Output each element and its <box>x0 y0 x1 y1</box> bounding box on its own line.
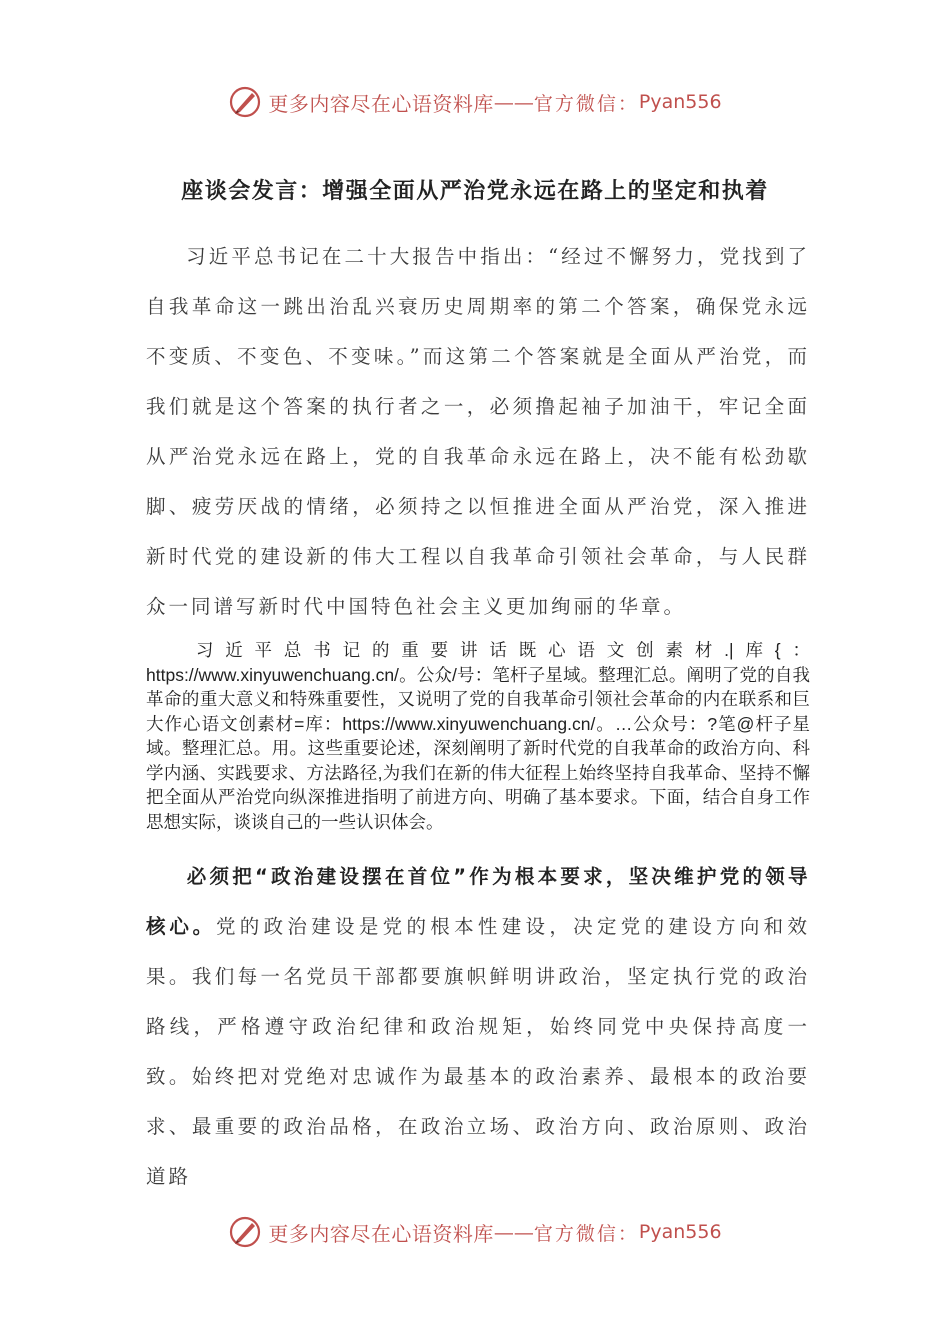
pen-logo-icon <box>228 85 262 119</box>
document-title: 座谈会发言：增强全面从严治党永远在路上的坚定和执着 <box>181 179 769 204</box>
header-banner <box>0 82 950 122</box>
banner-wechat-label: 官方微信： <box>533 92 639 115</box>
banner-site-text: 更多内容尽在心语资料库 <box>268 91 494 116</box>
paragraph-intro-text: 习近平总书记在二十大报告中指出：“经过不懈努力，党找到了自我革命这一跳出治乱兴衰历史周期率的第二个答案，确保党永远不变质、不变色、不变味。”而这第二个答案就是全面从严治党，而我们就是这个答案的执行者之一，必须撸起袖子加油干，牢记全面从严治党永远在路上，党的自我革命永远在路上，决不能有松劲歇脚、疲劳厌战的情绪，必须持之以恒推进全面从严治党，深入推进新时代党的建设新的伟大工程以自我革命引领社会革命，与人民群众一同谱写新时代中国特色社会主义更加绚丽的华章。 <box>146 245 810 618</box>
footer-wechat-label: 官方微信： <box>533 1222 639 1245</box>
paragraph-speech-summary-text: 习近平总书记的重要讲话既心语文创素材.|库{：https://www.xinyuwenchuang.cn/。公众/号：笔杆子星域。整理汇总。阐明了党的自我革命的重大意义和特殊重要性，又说明了党的自我革命引领社会革命的内在联系和巨大作心语文创素材=库：https://www.xinyuwenchuang.cn/。…公众号：?笔@杆子星域。整理汇总。用。这些重要论述，深刻阐明了新时代党的自我革命的政治方向、科学内涵、实践要求、方法路径,为我们在新的伟大征程上始终坚持自我革命、坚持不懈把全面从严治党向纵深推进指明了前进方向、明确了基本要求。下面，结合自身工作思想实际，谈谈自己的一些认识体会。 <box>146 640 810 832</box>
banner-separator: —— <box>493 90 534 114</box>
pen-logo-icon <box>228 1215 262 1249</box>
footer-wechat-id: Pyan556 <box>638 1221 722 1243</box>
paragraph-political-building-text: 党的政治建设是党的根本性建设，决定党的建设方向和效果。我们每一名党员干部都要旗帜鲜明讲政治，坚定执行党的政治路线，严格遵守政治纪律和政治规矩，始终同党中央保持高度一致。始终把对党绝对忠诚作为最基本的政治素养、最根本的政治要求、最重要的政治品格，在政治立场、政治方向、政治原则、政治道路 <box>146 915 810 1188</box>
footer-site-text: 更多内容尽在心语资料库 <box>268 1221 494 1246</box>
paragraph-intro <box>146 232 810 632</box>
banner-wechat-id: Pyan556 <box>638 91 722 113</box>
paragraph-speech-summary <box>146 638 810 834</box>
paragraph-political-building <box>146 852 810 1202</box>
footer-banner <box>0 1212 950 1252</box>
paragraph-lead-heading: 必须把“政治建设摆在首位”作为根本要求，坚决维护党的领导核心。 <box>146 865 810 938</box>
footer-separator: —— <box>493 1220 534 1244</box>
